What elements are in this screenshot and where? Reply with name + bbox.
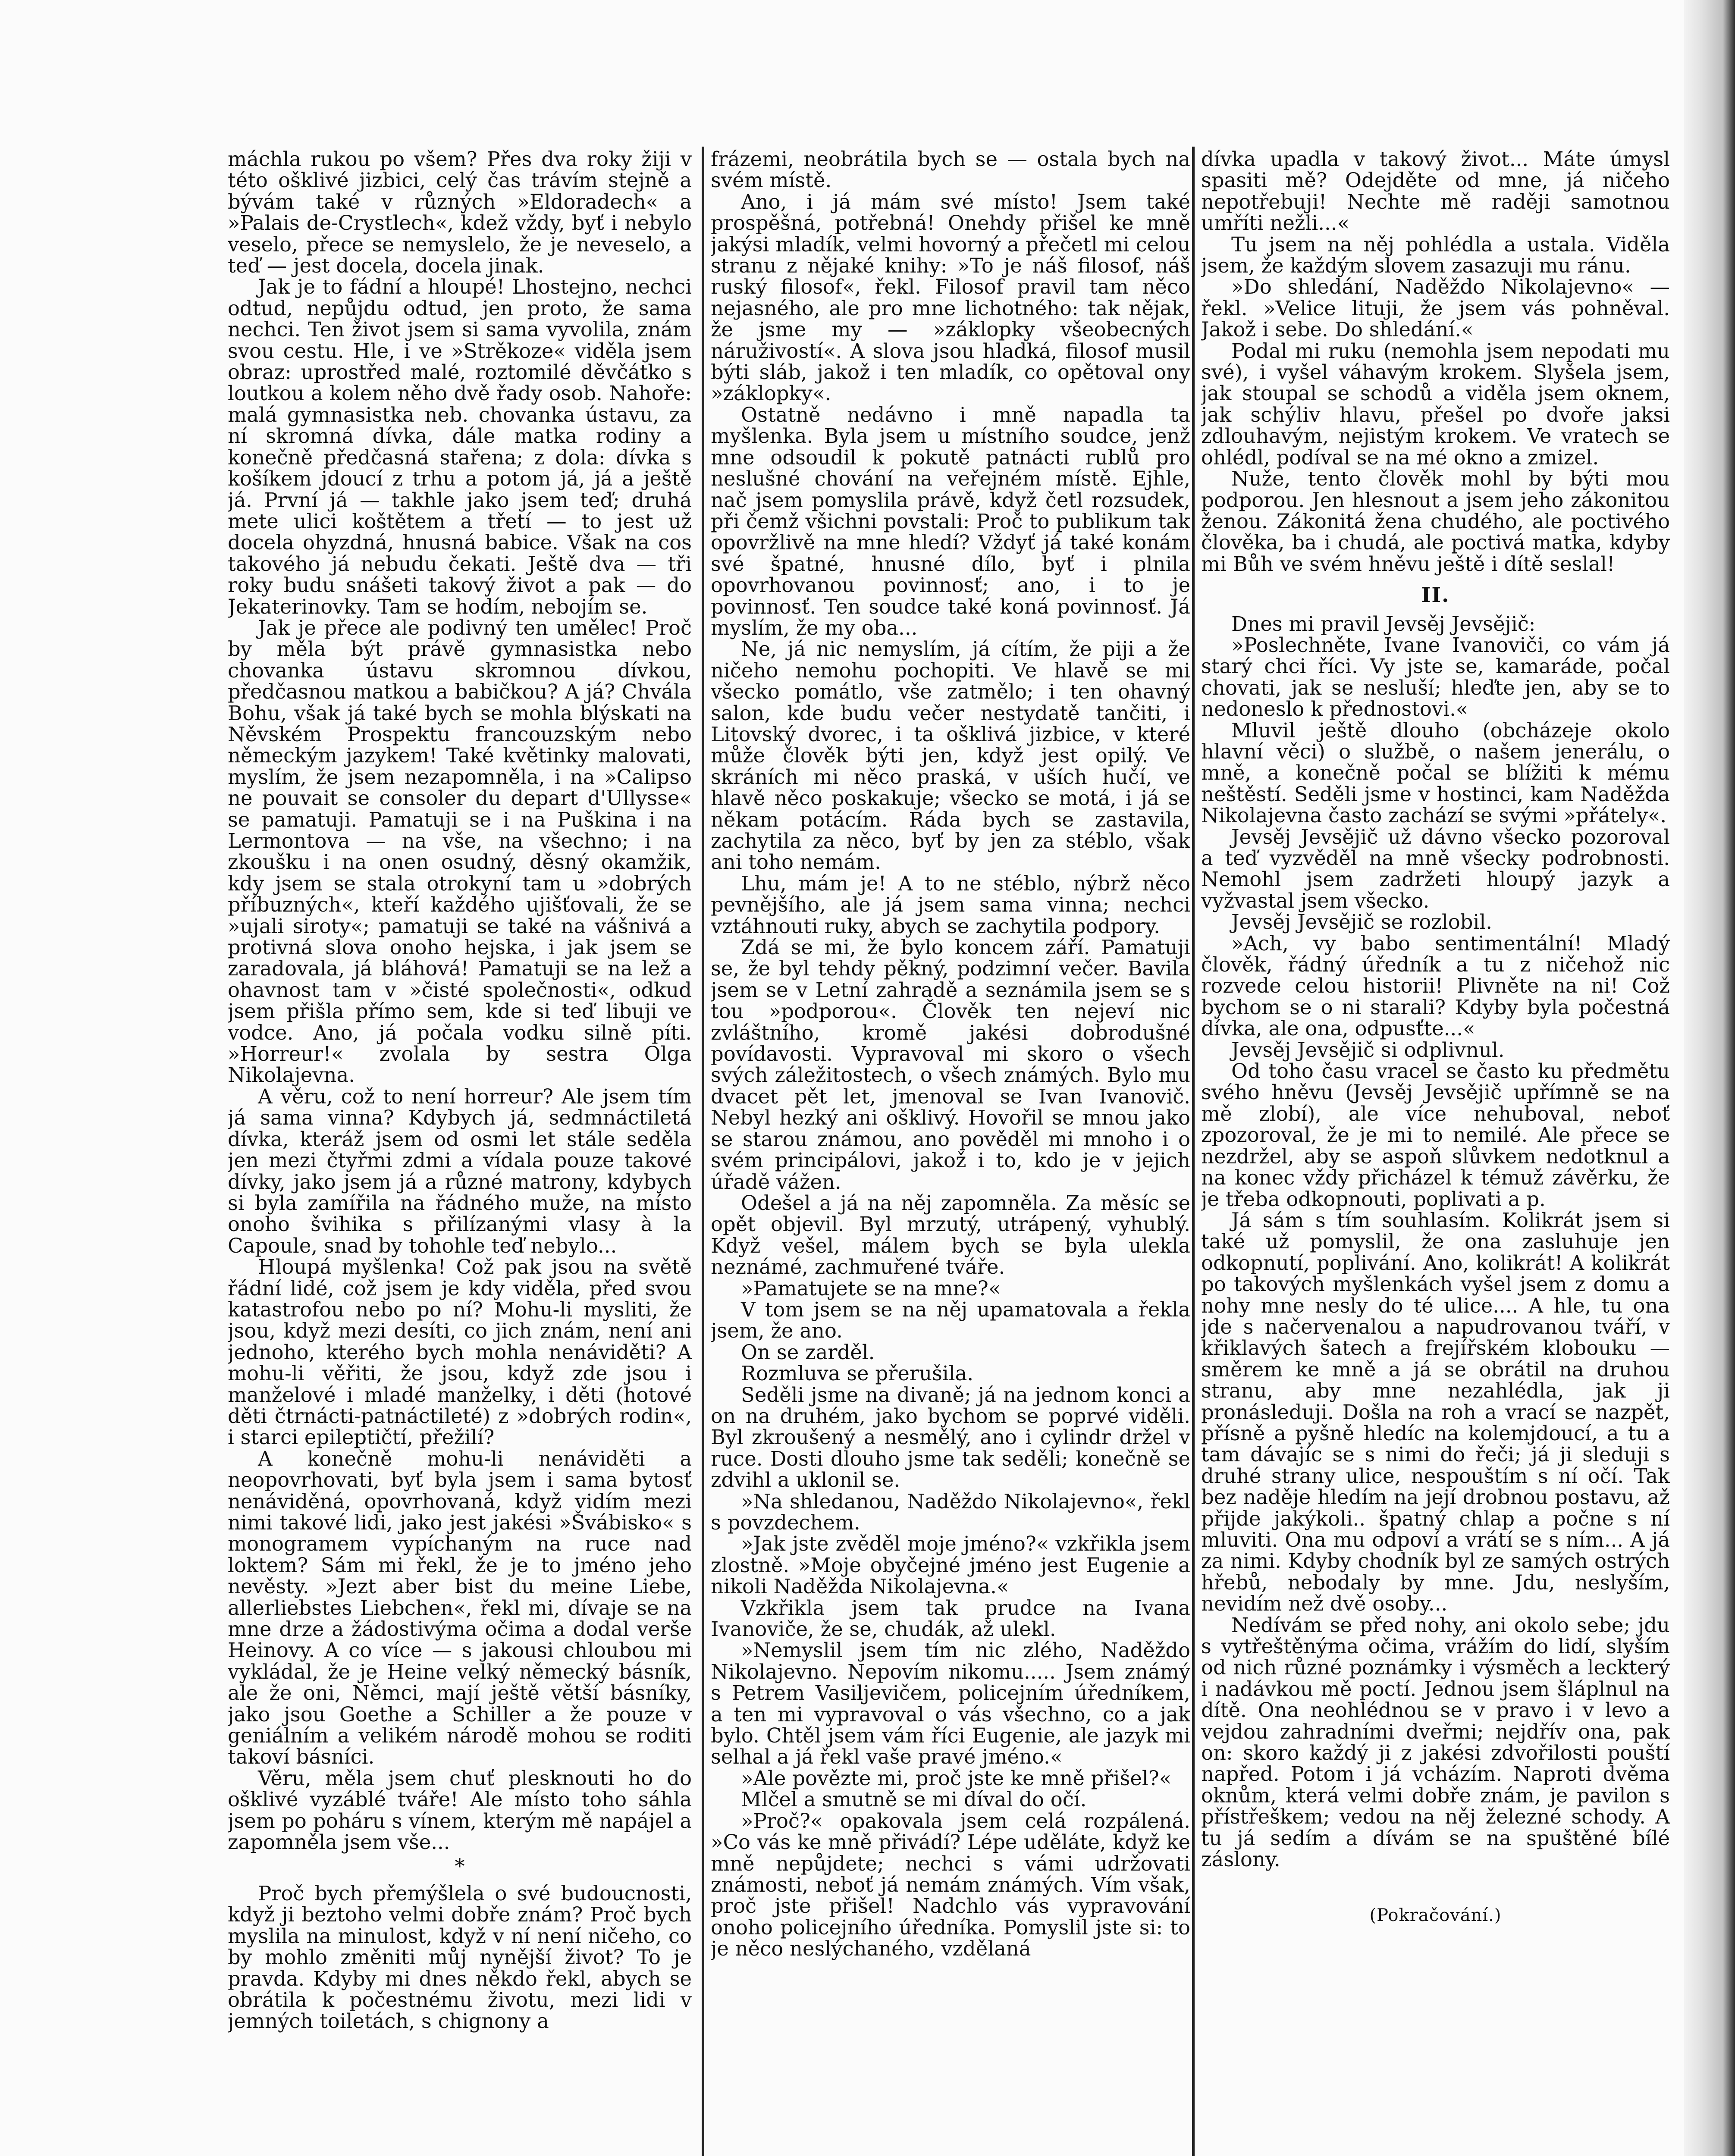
paragraph: Já sám s tím souhlasím. Kolikrát jsem si také už pomyslil, že ona zasluhuje jen odkopnutí, poplivání. Ano, kolikrát! A kolikrát po takových myšlenkách vyšel jsem z domu a nohy mne nesly do té ulice.... A hle, tu ona jde s načervenalou a napudrovanou tváří, v křiklavých šatech a frejířském klobouku — směrem ke mně a já se obrátil na druhou stranu, aby mne nezahlédla, jak ji pronásleduji. Došla na roh a vrací se nazpět, přísně a pyšně hledíc na kolemjdoucí, a tu a tam dávajíc se s nimi do řeči; já ji sleduji s druhé strany ulice, nespouštím s ní očí. Tak bez naděje hledím na její drobnou postavu, až přijde jakýkoli.. špatný chlap a počne s ní mluviti. Ona mu odpoví a vrátí se s ním... A já za nimi. Kdyby chodník byl ze samých ostrých hřebů, nebodaly by mne. Jdu, neslyším, nevidím než dvě osoby... [1201,1208,1670,1616]
paragraph: V tom jsem se na něj upamatovala a řekla jsem, že ano. [711,1297,1190,1343]
paragraph: Vzkřikla jsem tak prudce na Ivana Ivanoviče, že se, chudák, až ulekl. [711,1596,1190,1641]
paragraph: Dnes mi pravil Jevsěj Jevsějič: [1231,612,1536,636]
paragraph: Tu jsem na něj pohlédla a ustala. Viděla jsem, že každým slovem zasazuji mu ránu. [1201,232,1670,278]
text-column-2 [711,149,1190,2156]
paragraph: »Ach, vy babo sentimentální! Mladý člověk, řádný úředník a tu z ničehož nic rozvede celou historii! Plivněte na ni! Což bychom se o ni starali? Kdyby byla počestná dívka, ale ona, odpusťte...« [1201,931,1670,1040]
paragraph: Věru, měla jsem chuť plesknouti ho do ošklivé vyzáblé tváře! Ale místo toho sáhla jsem po poháru s vínem, kterým mě napájel a zapomněla jsem vše... [228,1766,692,1854]
paragraph: On se zarděl. [741,1340,875,1364]
paragraph: A konečně mohu-li nenáviděti a neopovrhovati, byť byla jsem i sama bytosť nenáviděná, opovrhovaná, když vidím mezi nimi takové lidi, jako jest jakési »Švábisko« s monogramem vypíchaným na ruce nad loktem? Sám mi řekl, že je to jméno jeho nevěsty. »Jezt aber bist du meine Liebe, allerliebstes Liebchen«, řekl mi, dívaje se na mne drze a žádostivýma očima a dodal verše Heinovy. A co více — s jakousi chloubou mi vykládal, že je Heine velký německý básník, ale že oni, Němci, mají ještě větší básníky, jako jsou Goethe a Schiller a že pouze v geniálním a velikém národě mohou se roditi takoví básníci. [228,1447,692,1769]
paragraph: frázemi, neobrátila bych se — ostala bych na svém místě. [711,149,1190,192]
section-heading: II. [1421,583,1450,607]
section-break-asterisk: * [455,1854,465,1878]
paragraph: Podal mi ruku (nemohla jsem nepodati mu své), i vyšel váhavým krokem. Slyšela jsem, jak stoupal se schodů a viděla jsem oknem, jak schýliv hlavu, přešel po dvoře jaksi zdlouhavým, nejistým krokem. Ve vratech se ohlédl, podíval se na mé okno a zmizel. [1201,339,1670,469]
paragraph: Ano, i já mám své místo! Jsem také prospěšná, potřebná! Onehdy přišel ke mně jakýsi mladík, velmi hovorný a přečetl mi celou stranu z nějaké knihy: »To je náš filosof, náš ruský filosof«, řekl. Filosof pravil tam něco nejasného, ale pro mne lichotného: tak nějak, že jsme my — »záklopky všeobecných náruživostí«. A slova jsou hladká, filosof musil býti sláb, jakož i ten mladík, co opětoval ony »záklopky«. [711,190,1190,405]
paragraph: »Nemyslil jsem tím nic zlého, Naděždo Nikolajevno. Nepovím nikomu..... Jsem známý s Petrem Vasiljevičem, policejním úředníkem, a ten mi vypravoval o vás všechno, co a jak bylo. Chtěl jsem vám říci Eugenie, ale jazyk mi selhal a já řekl vaše pravé jméno.« [711,1639,1190,1769]
page-binding-edge [1684,0,1735,2156]
paragraph: Jak je to fádní a hloupé! Lhostejno, nechci odtud, nepůjdu odtud, jen proto, že sama nechci. Ten život jsem si sama vyvolila, znám svou cestu. Hle, i ve »Strěkoze« viděla jsem obraz: uprostřed malé, roztomilé děvčátko s loutkou a kolem něho dvě řady osob. Nahoře: malá gymnasistka neb. chovanka ústavu, za ní skromná dívka, dále matka rodiny a konečně předčasná stařena; z dola: dívka s košíkem jdoucí z trhu a potom já, já a ještě já. První já — takhle jako jsem teď; druhá mete ulici koštětem a třetí — to jest už docela ohyzdná, hnusná babice. Však na cos takového já nebudu čekati. Ještě dva — tři roky budu snášeti takový život a pak — do Jekaterinovky. Tam se hodím, nebojím se. [228,275,692,618]
paragraph: Mluvil ještě dlouho (obcházeje okolo hlavní věci) o službě, o našem jenerálu, o mně, a konečně počal se blížiti k mému neštěstí. Seděli jsme v hostinci, kam Naděžda Nikolajevna často zachází se svými »přátely«. [1201,718,1670,827]
paragraph: Hloupá myšlenka! Což pak jsou na světě řádní lidé, což jsem je kdy viděla, před svou katastrofou nebo po ní? Mohu-li mysliti, že jsou, když mezi desíti, co jich znám, není ani jednoho, kterého bych mohla nenáviděti? A mohu-li věřiti, že jsou, když zde jsou i manželové i mladé manželky, i děti (hotové děti čtrnácti-patnáctileté) z »dobrých rodin«, i starci epileptičtí, přežilí? [228,1255,692,1449]
paragraph: máchla rukou po všem? Přes dva roky žiji v této ošklivé jizbici, celý čas trávím stejně a bývám také v různých »Eldoradech« a »Palais de-Crystlech«, kdež vždy, byť i nebylo veselo, přece se nemyslelo, že je neveselo, a teď — jest docela, docela jinak. [228,149,692,278]
column-rule [1192,147,1195,2156]
column-rule [702,147,704,2156]
paragraph: »Poslechněte, Ivane Ivanoviči, co vám já starý chci říci. Vy jste se, kamaráde, počal chovati, jak se nesluší; hleďte jen, aby se to nedoneslo k přednostovi.« [1201,633,1670,721]
paragraph: »Na shledanou, Naděždo Nikolajevno«, řekl s povzdechem. [711,1489,1190,1534]
paragraph: »Do shledání, Naděždo Nikolajevno« — řekl. »Velice lituji, že jsem vás pohněval. Jakož i sebe. Do shledání.« [1201,275,1670,342]
paragraph: dívka upadla v takový život... Máte úmysl spasiti mě? Odejděte od mne, já ničeho nepotřebuji! Nechte mě raději samotnou umříti nežli...« [1201,149,1670,235]
paragraph: Proč bych přemýšlela o své budoucnosti, když ji beztoho velmi dobře znám? Proč bych myslila na minulost, když v ní není ničeho, co by mohlo změniti můj nynější život? To je pravda. Kdyby mi dnes někdo řekl, abych se obrátila k počestnému životu, mezi lidi v jemných toiletách, s chignony a [228,1881,692,2033]
paragraph: Rozmluva se přerušila. [741,1362,974,1385]
paragraph: »Pamatujete se na mne?« [741,1276,1001,1300]
paragraph: Ostatně nedávno i mně napadla ta myšlenka. Byla jsem u místního soudce, jenž mne odsoudil k pokutě patnácti rublů pro neslušné chování na veřejném místě. Ejhle, nač jsem pomyslila právě, když četl rozsudek, při čemž všichni povstali: Proč to publikum tak opovržlivě na mne hledí? Vždyť já také konám své špatné, hnusné dílo, byť i plnila opovrhovanou povinnosť; ano, i to je povinnosť. Ten soudce také koná povinnosť. Já myslím, že my oba... [711,403,1190,639]
paragraph: A věru, což to není horreur? Ale jsem tím já sama vinna? Kdybych já, sedmnáctiletá dívka, kteráž jsem od osmi let stále seděla jen mezi čtyřmi zdmi a vídala pouze takové dívky, jako jsem já a různé matrony, kdybych si byla zamířila na řádného muže, na místo onoho švihika s přilízanými vlasy à la Capoule, snad by tohohle teď nebylo... [228,1084,692,1257]
paragraph: Ne, já nic nemyslím, já cítím, že piji a že ničeho nemohu pochopiti. Ve hlavě se mi všecko pomátlo, vše zatmělo; i ten ohavný salon, kde budu večer nestydatě tančiti, i Litovský dvorec, i ta ošklivá jizbice, v které může člověk býti jen, když jest opilý. Ve skráních mi něco praská, v uších hučí, ve hlavě něco poskakuje; všecko se motá, i já se někam potácím. Ráda bych se zastavila, zachytila za něco, byť by jen za stéblo, však ani toho nemám. [711,637,1190,874]
text-column-3 [1201,149,1670,2156]
paragraph: »Ale povězte mi, proč jste ke mně přišel?« [741,1766,1172,1790]
continued-note: (Pokračování.) [1369,1905,1502,1925]
paragraph: Nedívám se před nohy, ani okolo sebe; jdu s vytřeštěnýma očima, vrážím do lidí, slyším od nich různé poznámky i výsměch a leckterý i nadávkou mě poctí. Jednou jsem šláplnul na dítě. Ona neohlédnou se v pravo i v levo a vejdou zahradními dveřmi; nejdřív ona, pak on: skoro každý ji z jakési zdvořilosti pouští napřed. Potom i já vcházím. Naproti dvěma oknům, která velmi dobře znám, je pavilon s přístřeškem; vedou na něj železné schody. A tu já sedím a dívám se na spuštěné bílé záslony. [1201,1613,1670,1871]
paragraph: »Proč?« opakovala jsem celá rozpálená. »Co vás ke mně přivádí? Lépe uděláte, když ke mně nepůjdete; nechci s vámi udržovati známosti, neboť já nemám známých. Vím však, proč jste přišel! Nadchlo vás vypravování onoho policejního úředníka. Pomyslil jste si: to je něco neslýchaného, vzdělaná [711,1809,1190,1961]
paragraph: Seděli jsme na divaně; já na jednom konci a on na druhém, jako bychom se poprvé viděli. Byl zkroušený a nesmělý, ano i cylindr držel v ruce. Dosti dlouho jsme tak seděli; konečně se zdvihl a uklonil se. [711,1383,1190,1492]
paragraph: Od toho času vracel se často ku předmětu svého hněvu (Jevsěj Jevsějič upřímně se na mě zlobí), ale více nehuboval, neboť zpozoroval, že je mi to nemilé. Ale přece se nezdržel, aby se aspoň slůvkem nedotknul a na konec vždy přicházel k témuž závěrku, že je třeba odkopnouti, poplivati a p. [1201,1059,1670,1211]
text-column-1 [228,149,692,2156]
paragraph: Zdá se mi, že bylo koncem září. Pamatuji se, že byl tehdy pěkný, podzimní večer. Bavila jsem se v Letní zahradě a seznámila jsem se s tou »podporou«. Člověk ten nejeví nic zvláštního, kromě jakési dobrodušné povídavosti. Vypravoval mi skoro o všech svých záležitostech, o všech známých. Bylo mu dvacet pět let, jmenoval se Ivan Ivanovič. Nebyl hezký ani ošklivý. Hovořil se mnou jako se starou známou, ano pověděl mi mnoho i o svém principálovi, jakož i to, kdo je v jejich úřadě vážen. [711,936,1190,1194]
paragraph: Mlčel a smutně se mi díval do očí. [741,1788,1087,1811]
paragraph: Jevsěj Jevsějič se rozlobil. [1231,910,1492,934]
paragraph: »Jak jste zvěděl moje jméno?« vzkřikla jsem zlostně. »Moje obyčejné jméno jest Eugenie a nikoli Naděžda Nikolajevna.« [711,1532,1190,1598]
paragraph: Lhu, mám je! A to ne stéblo, nýbrž něco pevnějšího, ale já jsem sama vinna; nechci vztáhnouti ruky, abych se zachytila podpory. [711,871,1190,938]
paragraph: Odešel a já na něj zapomněla. Za měsíc se opět objevil. Byl mrzutý, utrápený, vyhublý. Když vešel, málem bych se byla ulekla neznámé, zachmuřené tváře. [711,1191,1190,1279]
paragraph: Nuže, tento člověk mohl by býti mou podporou. Jen hlesnout a jsem jeho zákonitou ženou. Zákonitá žena chudého, ale poctivého člověka, ba i chudá, ale poctivá matka, kdyby mi Bůh ve svém hněvu ještě i dítě seslal! [1201,467,1670,576]
paragraph: Jevsěj Jevsějič si odplivnul. [1231,1038,1505,1062]
paragraph: Jak je přece ale podivný ten umělec! Proč by měla být právě gymnasistka nebo chovanka ústavu skromnou dívkou, předčasnou matkou a babičkou? A já? Chvála Bohu, však já také bych se mohla blýskati na Něvském Prospektu francouzským nebo německým jazykem! Také květinky malovati, myslím, že jsem nezapomněla, i na »Calipso ne pouvait se consoler du depart d'Ullysse« se pamatuji. Pamatuji se i na Puškina i na Lermontova — na vše, na všechno; i na zkoušku i na onen osudný, děsný okamžik, kdy jsem se stala otrokyní tam u »dobrých příbuzných«, kteří každého ujišťovali, že se »ujali siroty«; pamatuji se také na vášnivá a protivná slova onoho hejska, i jak jsem se zaradovala, já bláhová! Pamatuji se na lež a ohavnost tam v »čisté společnosti«, odkud jsem přišla přímo sem, kde si teď libuji ve vodce. Ano, já počala vodku silně píti. »Horreur!« zvolala by sestra Olga Nikolajevna. [228,616,692,1087]
paragraph: Jevsěj Jevsějič už dávno všecko pozoroval a teď vyzvěděl na mně všecky podrobnosti. Nemohl jsem zadržeti hloupý jazyk a vyžvastal jsem všecko. [1201,825,1670,912]
